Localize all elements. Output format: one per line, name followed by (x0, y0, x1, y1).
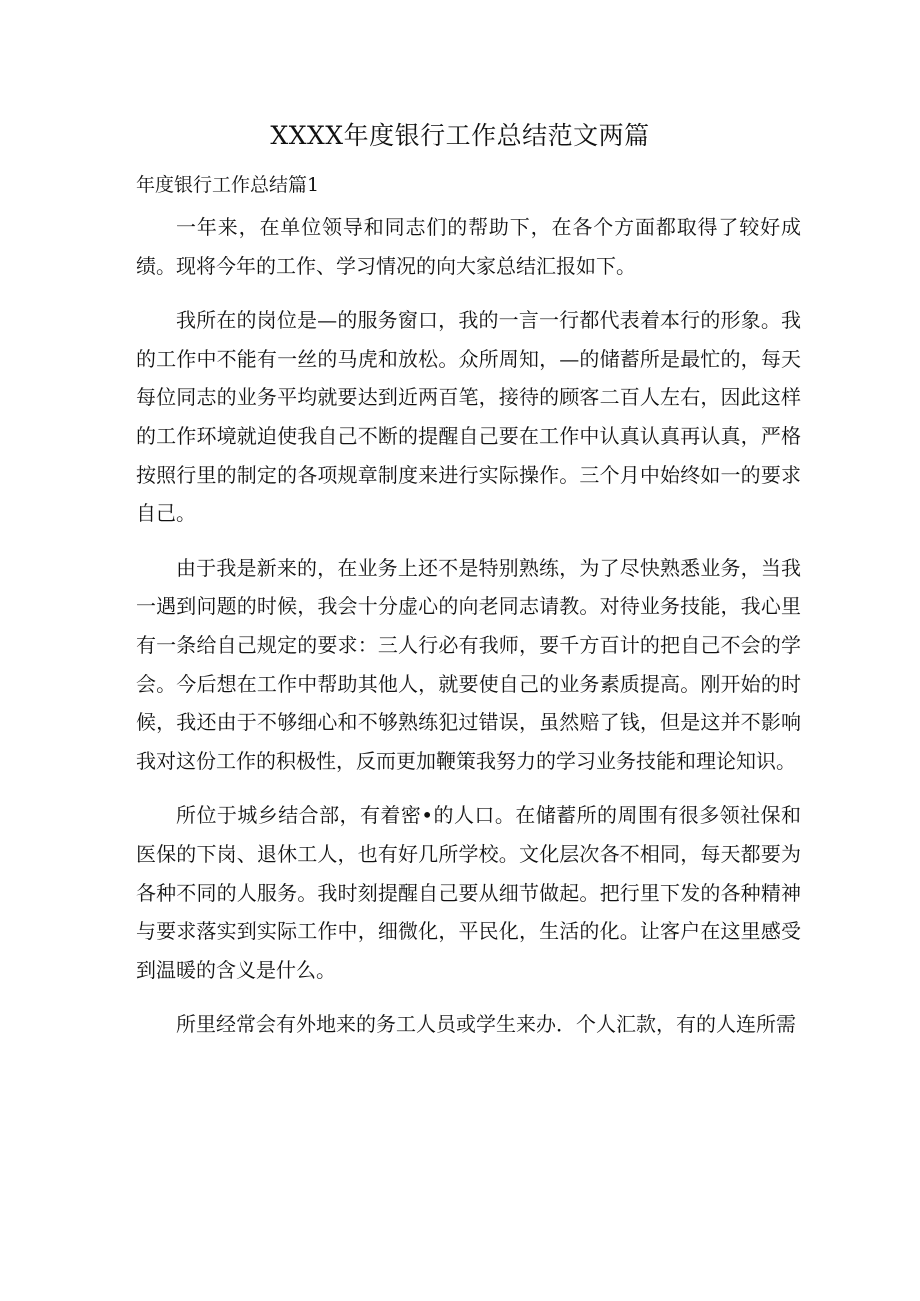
paragraph-4: 所位于城乡结合部，有着密•的人口。在储蓄所的周围有很多领社保和医保的下岗、退休工人，也有好几所学校。文化层次各不相同，每天都要为各种不同的人服务。我时刻提醒自己要从细节做起。把行里下发的各种精神与要求落实到实际工作中，细微化，平民化，生活的化。让客户在这里感受到温暖的含义是什么。 (136, 803, 801, 982)
section-heading: 年度银行工作总结篇1 (136, 174, 320, 196)
paragraph-5: 所里经常会有外地来的务工人员或学生来办．个人汇款，有的人连所需 (176, 1012, 796, 1037)
paragraph-3: 由于我是新来的，在业务上还不是特别熟练，为了尽快熟悉业务，当我一遇到问题的时候，我会十分虚心的向老同志请教。对待业务技能，我心里有一条给自己规定的要求：三人行必有我师，要千方百计的把自己不会的学会。今后想在工作中帮助其他人，就要使自己的业务素质提高。刚开始的时候，我还由于不够细心和不够熟练犯过错误，虽然赔了钱，但是这并不影响我对这份工作的积极性，反而更加鞭策我努力的学习业务技能和理论知识。 (136, 555, 801, 773)
paragraph-1: 一年来，在单位领导和同志们的帮助下，在各个方面都取得了较好成绩。现将今年的工作、学习情况的向大家总结汇报如下。 (136, 215, 801, 278)
document-body (136, 192, 801, 1044)
paragraph-2: 我所在的岗位是—的服务窗口，我的一言一行都代表着本行的形象。我的工作中不能有一丝的马虎和放松。众所周知，—的储蓄所是最忙的，每天每位同志的业务平均就要达到近两百笔，接待的顾客二百人左右，因此这样的工作环境就迫使我自己不断的提醒自己要在工作中认真认真再认真，严格按照行里的制定的各项规章制度来进行实际操作。三个月中始终如一的要求自己。 (136, 308, 801, 526)
document-title: XXXX年度银行工作总结范文两篇 (270, 121, 650, 150)
